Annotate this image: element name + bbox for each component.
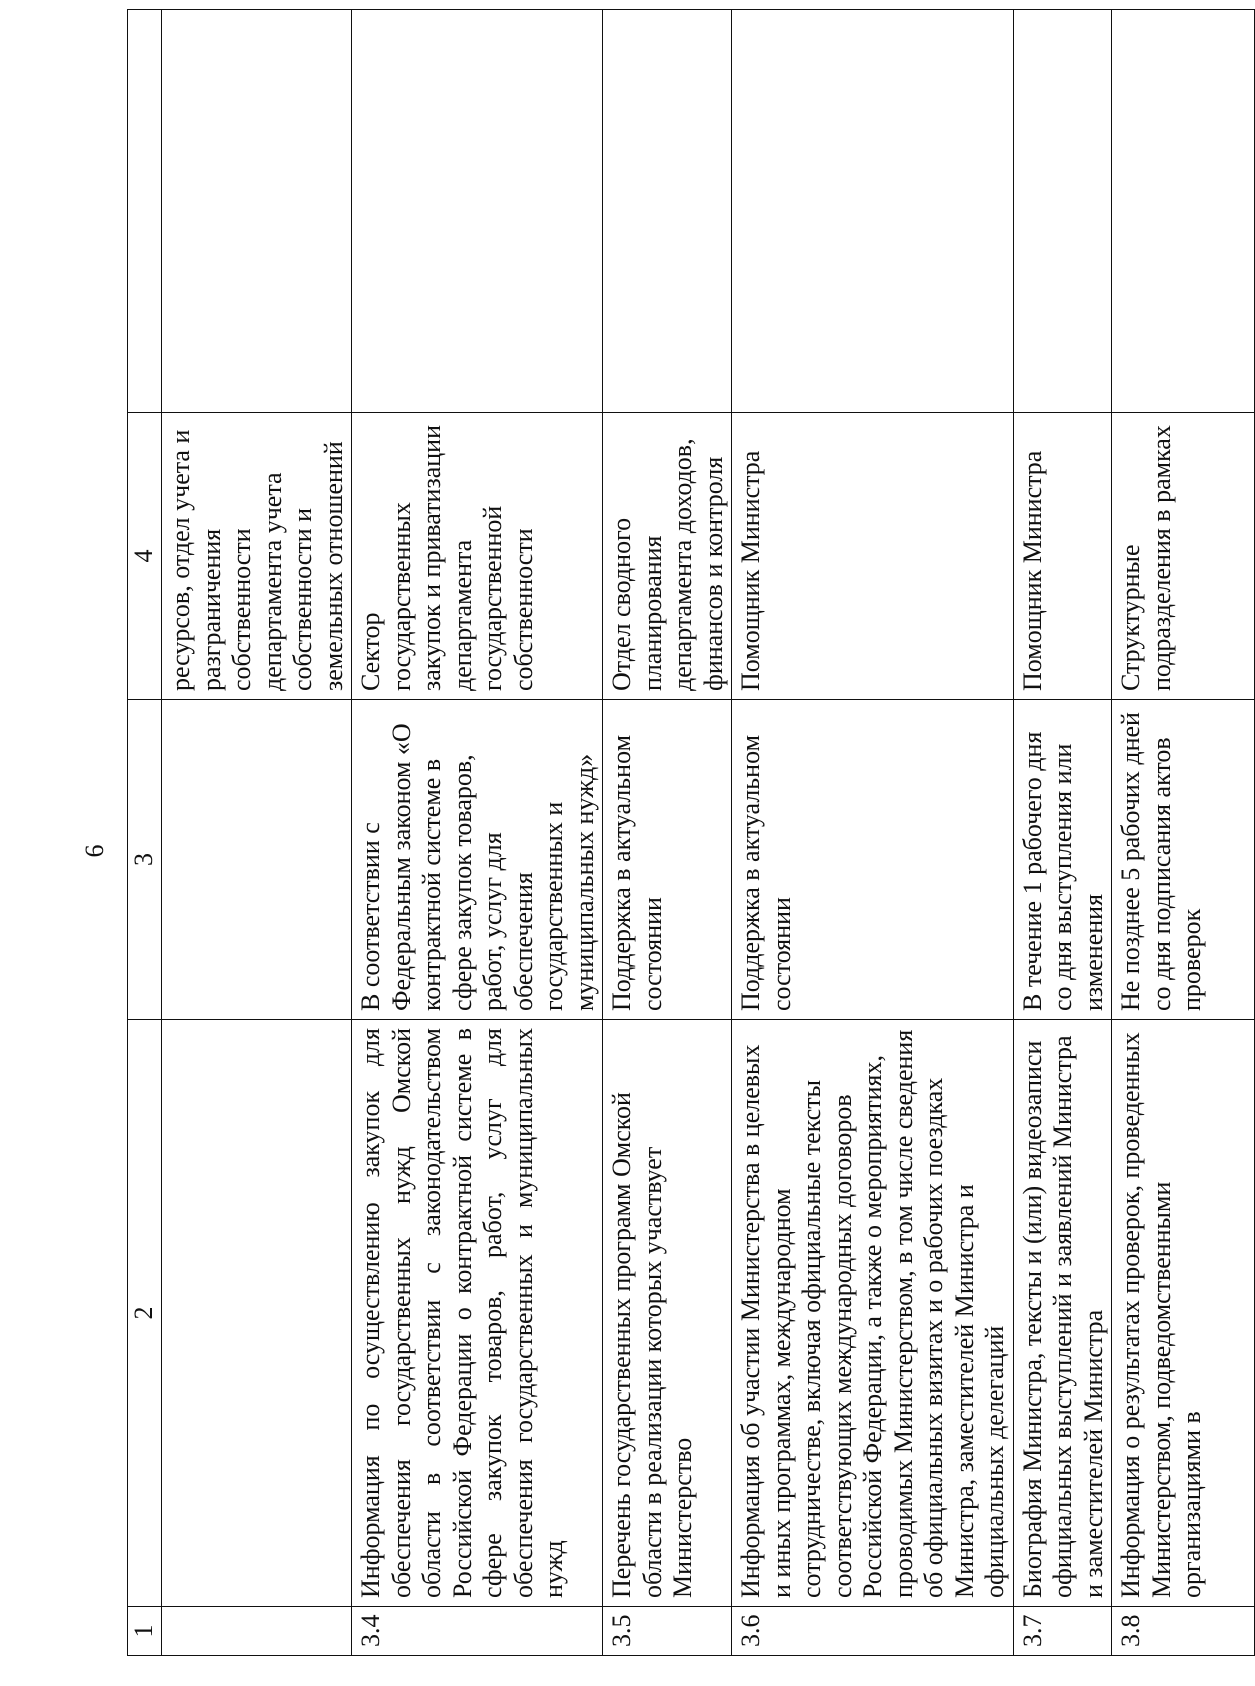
deadline-cell: Не позднее 5 рабочих дней со дня подписания актов проверок <box>1112 700 1255 1020</box>
row-number: 3.6 <box>732 1607 1014 1656</box>
info-cell: Информация по осуществлению закупок для обеспечения государственных нужд Омской области в соответствии с законодательством Российской Федерации о контрактной системе в сфере закупок товаров, работ, услуг для обеспечения государственных и муниципальных нужд <box>352 1020 603 1607</box>
responsible-cell: ресурсов, отдел учета и разграничения собственности департамента учета собственности и земельных отношений <box>162 413 352 700</box>
document-table <box>127 9 1255 1656</box>
responsible-cell: Сектор государственных закупок и приватизации департамента государственной собственности <box>352 413 603 700</box>
table-header-row <box>128 10 162 1656</box>
info-cell: Информация об участии Министерства в целевых и иных программах, международном сотрудничестве, включая официальные тексты соответствующих международных договоров Российской Федерации, а также о мероприятиях, проводимых Министерством, в том числе сведения об официальных визитах и о рабочих поездках Министра, заместителей Министра и официальных делегаций <box>732 1020 1014 1607</box>
row-number: 3.5 <box>603 1607 732 1656</box>
table-row <box>603 10 732 1656</box>
blank-cell <box>352 10 603 413</box>
table-row <box>732 10 1014 1656</box>
row-number: 3.4 <box>352 1607 603 1656</box>
blank-cell <box>603 10 732 413</box>
column-header-4: 4 <box>128 413 162 700</box>
column-header-2: 2 <box>128 1020 162 1607</box>
deadline-cell: В соответствии с Федеральным законом «О контрактной системе в сфере закупок товаров, работ, услуг для обеспечения государственных и муниципальных нужд» <box>352 700 603 1020</box>
row-number: 3.7 <box>1013 1607 1112 1656</box>
blank-cell <box>732 10 1014 413</box>
blank-cell <box>1112 10 1255 413</box>
responsible-cell: Помощник Министра <box>1013 413 1112 700</box>
info-cell: Биография Министра, тексты и (или) видеозаписи официальных выступлений и заявлений Министра и заместителей Министра <box>1013 1020 1112 1607</box>
info-cell <box>162 1020 352 1607</box>
responsible-cell: Помощник Министра <box>732 413 1014 700</box>
deadline-cell: В течение 1 рабочего дня со дня выступления или изменения <box>1013 700 1112 1020</box>
responsible-cell: Отдел сводного планирования департамента доходов, финансов и контроля <box>603 413 732 700</box>
table-row <box>162 10 352 1656</box>
page-number: 6 <box>80 844 109 858</box>
row-number: 3.8 <box>1112 1607 1255 1656</box>
table-row <box>1112 10 1255 1656</box>
info-cell: Перечень государственных программ Омской области в реализации которых участвует Министерство <box>603 1020 732 1607</box>
responsible-cell: Структурные подразделения в рамках <box>1112 413 1255 700</box>
blank-cell <box>162 10 352 413</box>
rotated-table-container <box>127 10 1206 1656</box>
row-number <box>162 1607 352 1656</box>
blank-cell <box>1013 10 1112 413</box>
deadline-cell <box>162 700 352 1020</box>
deadline-cell: Поддержка в актуальном состоянии <box>603 700 732 1020</box>
column-header-blank <box>128 10 162 413</box>
table-row <box>352 10 603 1656</box>
column-header-3: 3 <box>128 700 162 1020</box>
table-row <box>1013 10 1112 1656</box>
column-header-1: 1 <box>128 1607 162 1656</box>
deadline-cell: Поддержка в актуальном состоянии <box>732 700 1014 1020</box>
info-cell: Информация о результатах проверок, проведенных Министерством, подведомственными организациями в <box>1112 1020 1255 1607</box>
